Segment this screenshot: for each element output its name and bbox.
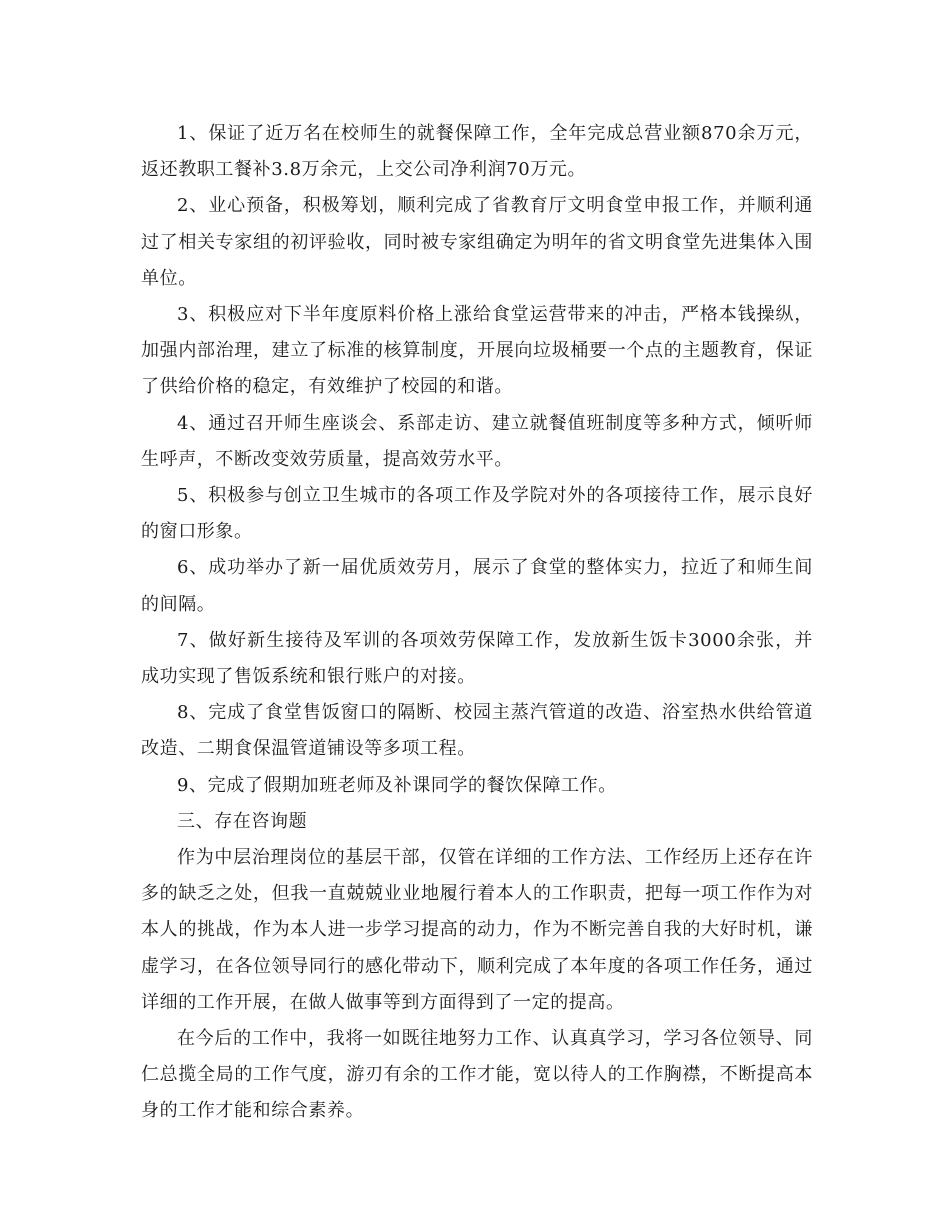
section-heading-problems: 三、存在咨询题 xyxy=(177,810,308,832)
paragraph-achievement-3: 3、积极应对下半年度原料价格上涨给食堂运营带来的冲击，严格本钱操纵，加强内部治理，建立了标准的核算制度，开展向垃圾桶要一个点的主题教育，保证了供给价格的稳定，有效维护了校园的和谐。 xyxy=(141,304,813,398)
paragraph-achievement-2: 2、业心预备，积极筹划，顺利完成了省教育厅文明食堂申报工作，并顺利通过了相关专家组的初评验收，同时被专家组确定为明年的省文明食堂先进集体入围单位。 xyxy=(141,195,813,289)
paragraph-achievement-1: 1、保证了近万名在校师生的就餐保障工作，全年完成总营业额870余万元，返还教职工餐补3.8万余元，上交公司净利润70万元。 xyxy=(141,123,813,181)
document-body xyxy=(141,116,813,1130)
paragraph-achievement-8: 8、完成了食堂售饭窗口的隔断、校园主蒸汽管道的改造、浴室热水供给管道改造、二期食保温管道铺设等多项工程。 xyxy=(141,702,813,760)
paragraph-problems: 作为中层治理岗位的基层干部，仅管在详细的工作方法、工作经历上还存在许多的缺乏之处，但我一直兢兢业业地履行着本人的工作职责，把每一项工作作为对本人的挑战，作为本人进一步学习提高的动力，作为不断完善自我的大好时机，谦虚学习，在各位领导同行的感化带动下，顺利完成了本年度的各项工作任务，通过详细的工作开展，在做人做事等到方面得到了一定的提高。 xyxy=(141,847,813,1013)
paragraph-achievement-9: 9、完成了假期加班老师及补课同学的餐饮保障工作。 xyxy=(177,774,617,796)
paragraph-achievement-6: 6、成功举办了新一届优质效劳月，展示了食堂的整体实力，拉近了和师生间的间隔。 xyxy=(141,557,813,615)
paragraph-achievement-7: 7、做好新生接待及军训的各项效劳保障工作，发放新生饭卡3000余张，并成功实现了售饭系统和银行账户的对接。 xyxy=(141,629,813,688)
paragraph-future-plans: 在今后的工作中，我将一如既往地努力工作、认真真学习，学习各位领导、同仁总揽全局的工作气度，游刃有余的工作才能，宽以待人的工作胸襟，不断提高本身的工作才能和综合素养。 xyxy=(141,1028,813,1122)
paragraph-achievement-5: 5、积极参与创立卫生城市的各项工作及学院对外的各项接待工作，展示良好的窗口形象。 xyxy=(141,485,813,543)
paragraph-achievement-4: 4、通过召开师生座谈会、系部走访、建立就餐值班制度等多种方式，倾听师生呼声，不断改变效劳质量，提高效劳水平。 xyxy=(141,412,813,470)
